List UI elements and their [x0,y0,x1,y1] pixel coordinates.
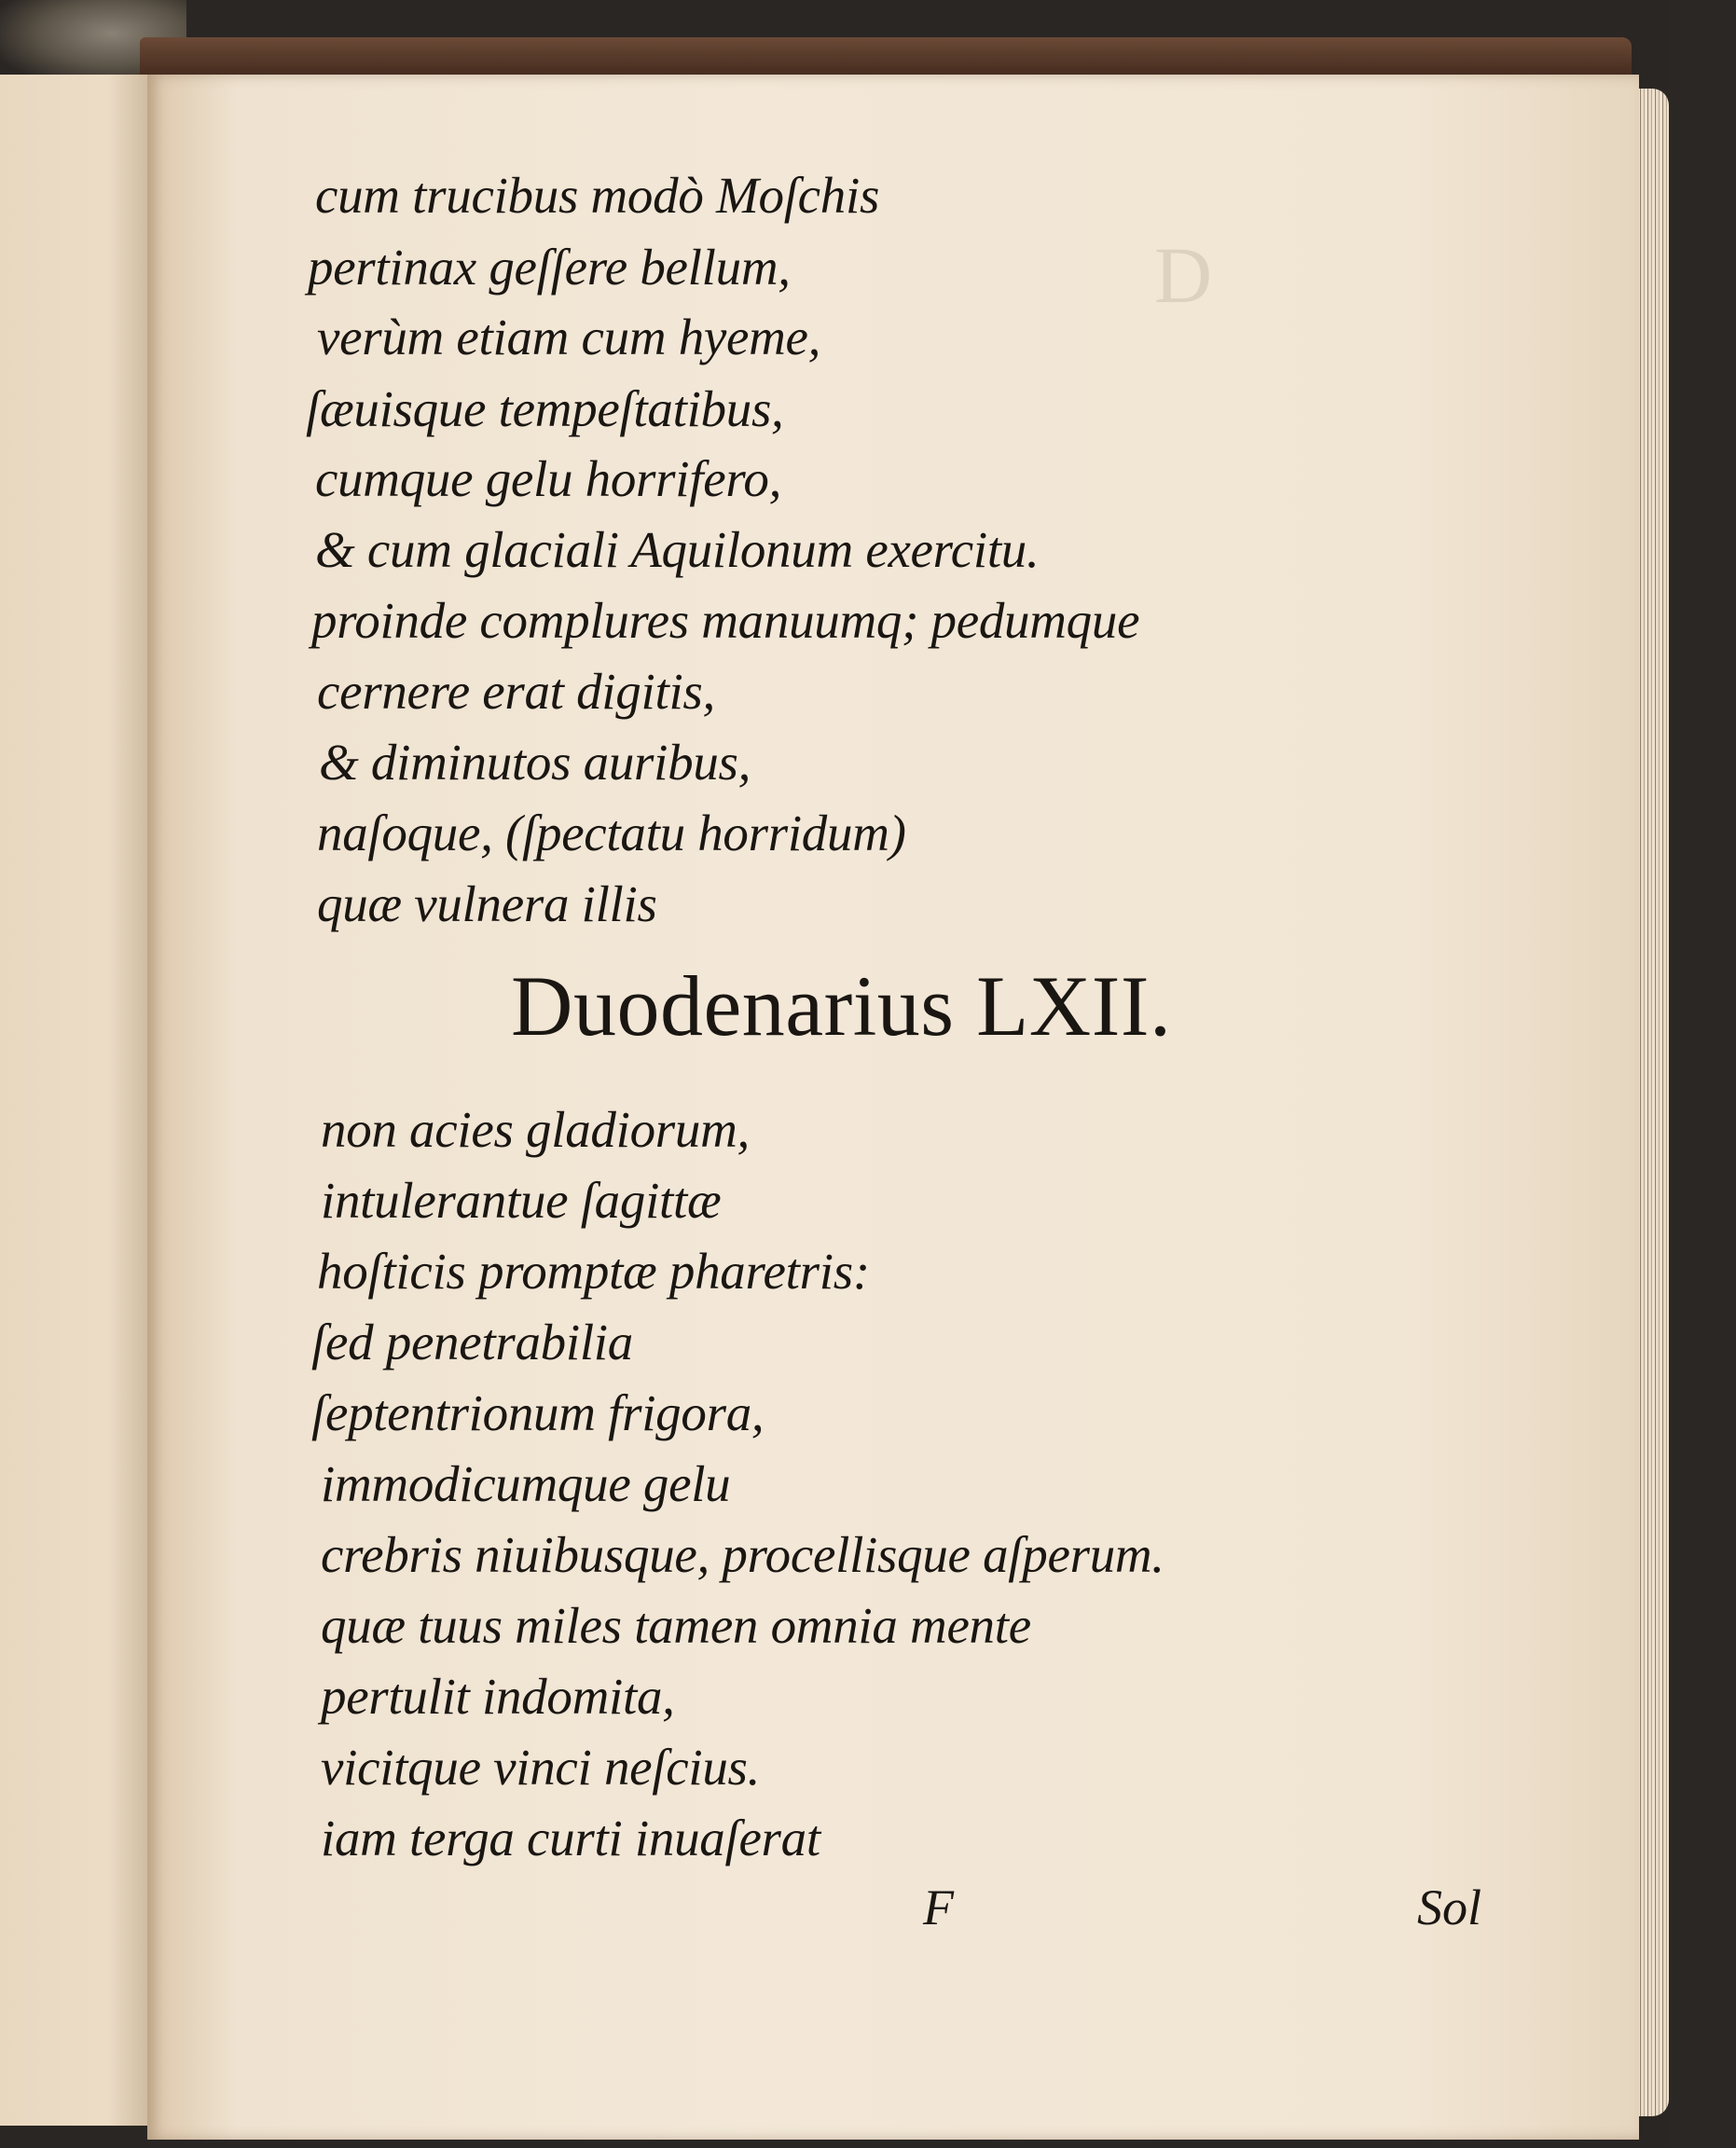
show-through-text: D [1154,230,1213,320]
verse-line: iam terga curti inuaſerat [321,1810,820,1866]
verse-line: pertulit indomita, [321,1668,675,1725]
verse-line: hoſticis promptæ pharetris: [317,1243,870,1300]
verse-line: & cum glaciali Aquilonum exercitu. [315,521,1040,578]
background-right [1669,0,1736,2148]
verse-line: naſoque, (ſpectatu horridum) [317,805,906,861]
catchword: Sol [1417,1880,1482,1935]
signature-mark: F [923,1880,954,1935]
verse-line: intulerantue ſagittæ [321,1172,722,1229]
verse-line: quæ vulnera illis [317,875,657,932]
verse-line: proinde complures manuumq; pedumque [311,592,1140,649]
verse-line: ſeptentrionum frigora, [311,1384,765,1441]
verso-page-edge [0,75,154,2126]
verse-line: & diminutos auribus, [319,734,751,791]
verse-line: ſed penetrabilia [311,1314,633,1370]
verse-line: cumque gelu horrifero, [315,450,782,507]
verse-line: immodicumque gelu [321,1455,731,1512]
verse-line: quæ tuus miles tamen omnia mente [321,1597,1031,1654]
section-heading: Duodenarius LXII. [511,958,1172,1053]
verse-line: crebris niuibusque, procellisque aſperum. [321,1526,1164,1583]
verse-line: cum trucibus modò Moſchis [315,167,880,224]
verse-line: verùm etiam cum hyeme, [317,309,821,365]
recto-page [147,75,1639,2140]
verse-line: non acies gladiorum, [321,1101,750,1158]
verse-line: ſæuisque tempeſtatibus, [306,380,784,437]
verse-line: pertinax geſſere bellum, [308,239,791,296]
verse-line: cernere erat digitis, [317,663,715,720]
verse-line: vicitque vinci neſcius. [321,1739,761,1796]
